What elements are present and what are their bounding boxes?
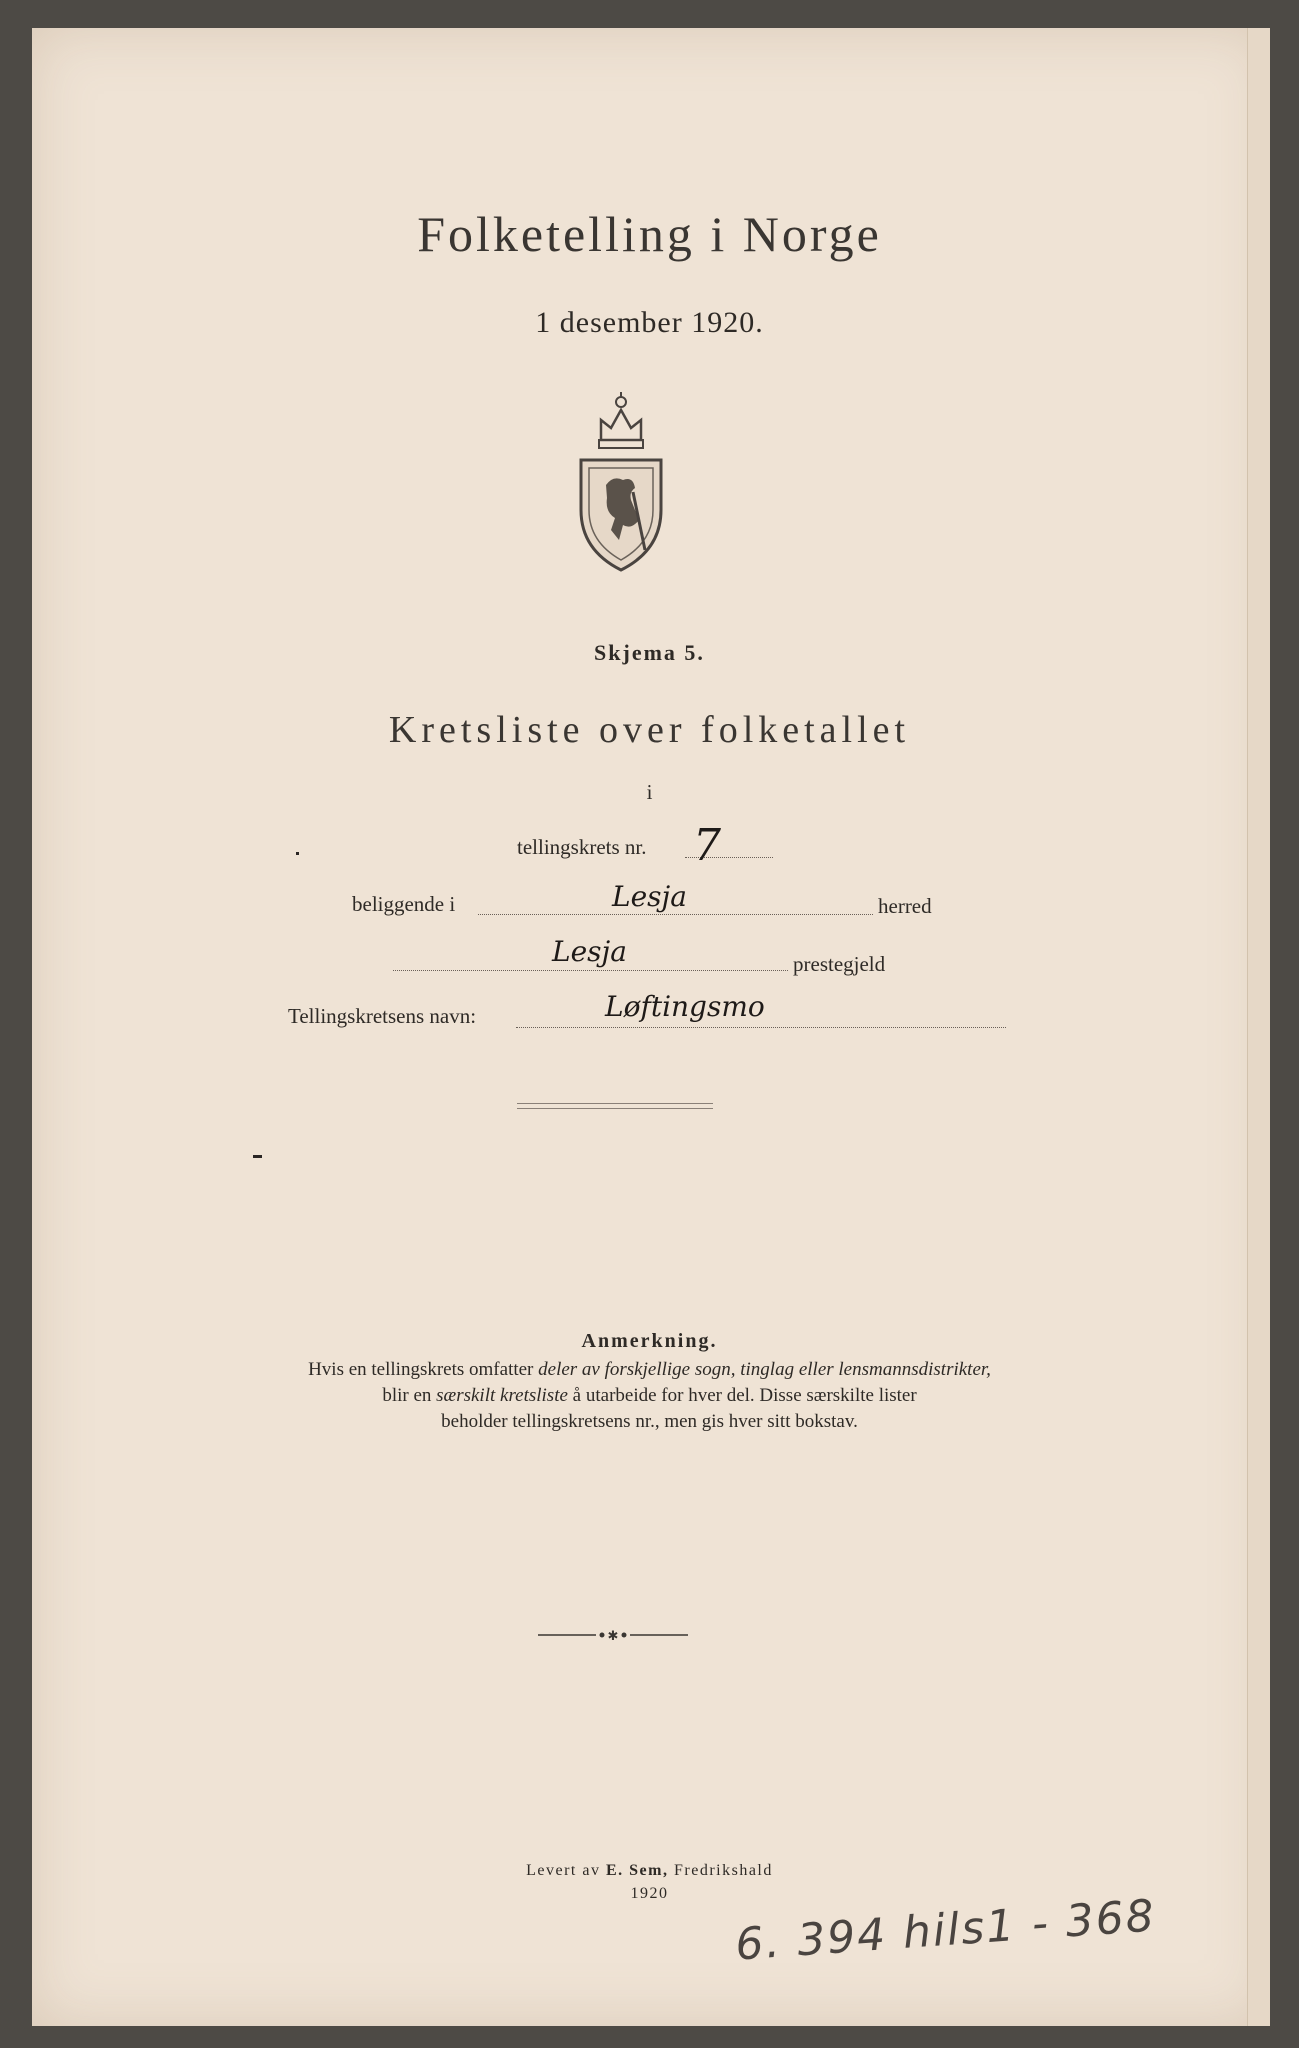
printer-place: Fredrikshald bbox=[668, 1862, 773, 1879]
herred-label: herred bbox=[878, 894, 932, 918]
prestegjeld-value: Lesja bbox=[552, 935, 627, 968]
print-year: 1920 bbox=[630, 1885, 669, 1902]
ornament-divider-icon bbox=[538, 1628, 688, 1642]
printer-prefix: Levert av bbox=[526, 1862, 606, 1879]
prestegjeld-line bbox=[393, 970, 788, 971]
form-title: Folketelling i Norge bbox=[417, 206, 882, 262]
printer-name: E. Sem, bbox=[605, 1862, 669, 1879]
archive-reference-note: 6. 394 hils1 - 368 bbox=[733, 1890, 1158, 1971]
tellingskrets-value: 7 bbox=[693, 820, 721, 871]
note-line-1 bbox=[0, 1357, 1299, 1383]
note-text bbox=[0, 1357, 1299, 1435]
tellingskrets-label: tellingskrets nr. bbox=[517, 835, 647, 859]
preposition-label: i bbox=[646, 780, 653, 804]
beliggende-label: beliggende i bbox=[352, 892, 456, 916]
kretsnavn-value: Løftingsmo bbox=[605, 990, 765, 1023]
note-line-1-italic: deler av forskjellige sogn, tinglag eller lensmannsdistrikter, bbox=[538, 1359, 991, 1380]
ink-dot bbox=[296, 852, 299, 855]
form-heading: Kretsliste over folketallet bbox=[388, 709, 911, 751]
printer-credit bbox=[0, 1862, 1299, 1880]
beliggende-line bbox=[478, 914, 873, 915]
note-line-2-italic: særskilt kretsliste bbox=[436, 1385, 568, 1406]
prestegjeld-label: prestegjeld bbox=[793, 952, 886, 976]
ink-mark bbox=[253, 1155, 262, 1158]
note-line-1-plain: Hvis en tellingskrets omfatter bbox=[308, 1359, 539, 1380]
note-title: Anmerkning. bbox=[581, 1330, 718, 1352]
norwegian-coat-of-arms-icon bbox=[571, 380, 671, 580]
note-line-2-plain-b: å utarbeide for hver del. Disse særskilte lister bbox=[567, 1385, 917, 1406]
kretsnavn-line bbox=[516, 1027, 1006, 1028]
note-line-3: beholder tellingskretsens nr., men gis hver sitt bokstav. bbox=[441, 1411, 858, 1432]
schema-number: Skjema 5. bbox=[594, 640, 705, 665]
note-line-2-plain-a: blir en bbox=[382, 1385, 437, 1406]
beliggende-value: Lesja bbox=[612, 880, 687, 913]
note-line-2 bbox=[0, 1383, 1299, 1409]
separator-rule bbox=[517, 1103, 713, 1109]
kretsnavn-label: Tellingskretsens navn: bbox=[288, 1004, 477, 1028]
svg-text:✱: ✱ bbox=[607, 1629, 619, 1642]
census-date: 1 desember 1920. bbox=[535, 306, 764, 339]
